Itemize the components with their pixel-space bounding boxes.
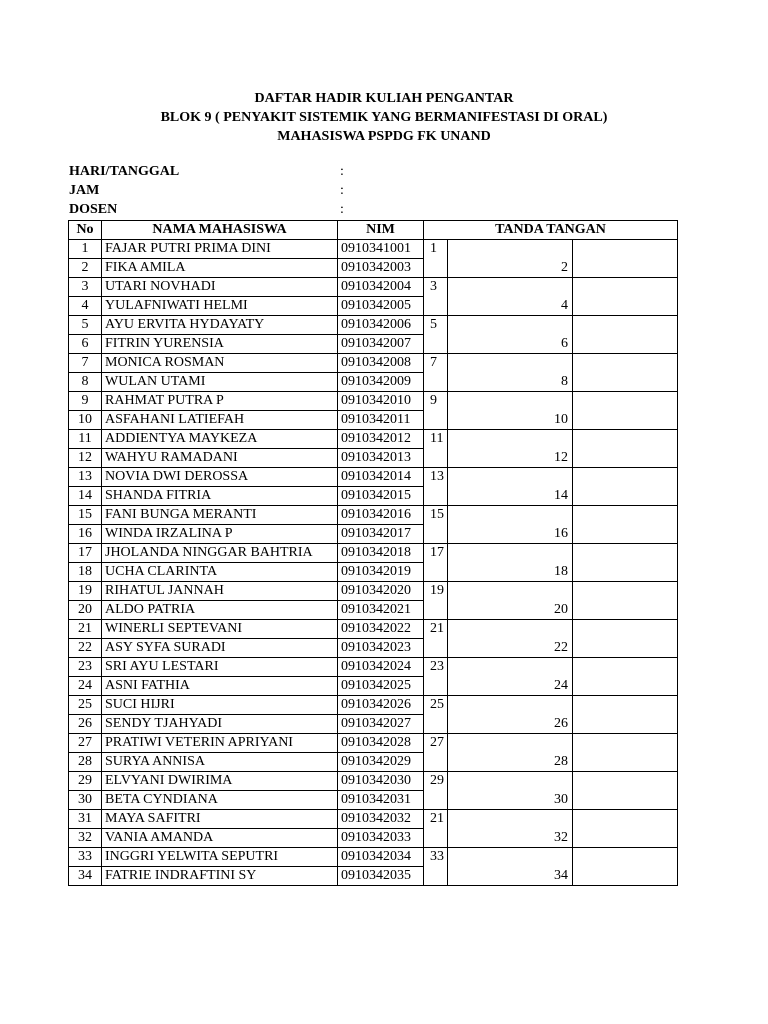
table-row bbox=[69, 544, 678, 563]
row-number: 29 bbox=[69, 772, 102, 791]
signature-field[interactable] bbox=[573, 639, 678, 658]
signature-field-left[interactable] bbox=[424, 259, 448, 278]
student-nim: 0910342028 bbox=[338, 734, 424, 753]
table-row bbox=[69, 867, 678, 886]
signature-field-extra[interactable] bbox=[573, 658, 678, 677]
student-name: FIKA AMILA bbox=[102, 259, 338, 278]
student-nim: 0910342016 bbox=[338, 506, 424, 525]
signature-number: 21 bbox=[424, 620, 448, 639]
title-line-2: BLOK 9 ( PENYAKIT SISTEMIK YANG BERMANIFESTASI DI ORAL) bbox=[160, 110, 608, 125]
row-number: 14 bbox=[69, 487, 102, 506]
table-row bbox=[69, 639, 678, 658]
signature-field-left[interactable] bbox=[424, 335, 448, 354]
row-number: 25 bbox=[69, 696, 102, 715]
table-row bbox=[69, 848, 678, 867]
signature-number: 32 bbox=[448, 829, 573, 848]
row-number: 33 bbox=[69, 848, 102, 867]
student-name: MAYA SAFITRI bbox=[102, 810, 338, 829]
student-nim: 0910342021 bbox=[338, 601, 424, 620]
signature-number: 21 bbox=[424, 810, 448, 829]
signature-field-left[interactable] bbox=[424, 677, 448, 696]
signature-number: 5 bbox=[424, 316, 448, 335]
student-nim: 0910342004 bbox=[338, 278, 424, 297]
student-name: ALDO PATRIA bbox=[102, 601, 338, 620]
signature-field[interactable] bbox=[573, 259, 678, 278]
row-number: 10 bbox=[69, 411, 102, 430]
student-name: WULAN UTAMI bbox=[102, 373, 338, 392]
student-nim: 0910342008 bbox=[338, 354, 424, 373]
signature-number: 17 bbox=[424, 544, 448, 563]
student-nim: 0910342031 bbox=[338, 791, 424, 810]
student-name: UCHA CLARINTA bbox=[102, 563, 338, 582]
student-nim: 0910342006 bbox=[338, 316, 424, 335]
signature-field[interactable] bbox=[573, 867, 678, 886]
signature-field-extra[interactable] bbox=[573, 278, 678, 297]
signature-field-left[interactable] bbox=[424, 373, 448, 392]
signature-field[interactable] bbox=[573, 411, 678, 430]
signature-number: 24 bbox=[448, 677, 573, 696]
table-row bbox=[69, 278, 678, 297]
signature-field[interactable] bbox=[448, 240, 573, 259]
table-row bbox=[69, 753, 678, 772]
signature-field[interactable] bbox=[448, 772, 573, 791]
signature-field-left[interactable] bbox=[424, 297, 448, 316]
student-name: FITRIN YURENSIA bbox=[102, 335, 338, 354]
row-number: 27 bbox=[69, 734, 102, 753]
signature-field[interactable] bbox=[448, 620, 573, 639]
signature-field-left[interactable] bbox=[424, 715, 448, 734]
signature-field-left[interactable] bbox=[424, 829, 448, 848]
table-row bbox=[69, 487, 678, 506]
signature-number: 30 bbox=[448, 791, 573, 810]
signature-field[interactable] bbox=[573, 373, 678, 392]
student-name: SHANDA FITRIA bbox=[102, 487, 338, 506]
signature-field-extra[interactable] bbox=[573, 468, 678, 487]
table-row bbox=[69, 449, 678, 468]
student-name: AYU ERVITA HYDAYATY bbox=[102, 316, 338, 335]
signature-number: 18 bbox=[448, 563, 573, 582]
signature-field-left[interactable] bbox=[424, 563, 448, 582]
signature-number: 2 bbox=[448, 259, 573, 278]
signature-number: 9 bbox=[424, 392, 448, 411]
signature-field-extra[interactable] bbox=[573, 316, 678, 335]
student-nim: 0910342030 bbox=[338, 772, 424, 791]
row-number: 15 bbox=[69, 506, 102, 525]
signature-number: 33 bbox=[424, 848, 448, 867]
student-name: MONICA ROSMAN bbox=[102, 354, 338, 373]
signature-field-extra[interactable] bbox=[573, 430, 678, 449]
signature-field-left[interactable] bbox=[424, 639, 448, 658]
student-name: ADDIENTYA MAYKEZA bbox=[102, 430, 338, 449]
row-number: 11 bbox=[69, 430, 102, 449]
signature-number: 29 bbox=[424, 772, 448, 791]
meta-colon-lecturer: : bbox=[340, 202, 344, 217]
row-number: 12 bbox=[69, 449, 102, 468]
student-name: WINDA IRZALINA P bbox=[102, 525, 338, 544]
signature-number: 13 bbox=[424, 468, 448, 487]
student-name: SRI AYU LESTARI bbox=[102, 658, 338, 677]
signature-field[interactable] bbox=[573, 715, 678, 734]
student-name: ASY SYFA SURADI bbox=[102, 639, 338, 658]
signature-field-left[interactable] bbox=[424, 753, 448, 772]
signature-field[interactable] bbox=[573, 753, 678, 772]
signature-field-left[interactable] bbox=[424, 525, 448, 544]
student-name: SUCI HIJRI bbox=[102, 696, 338, 715]
student-name: INGGRI YELWITA SEPUTRI bbox=[102, 848, 338, 867]
column-header-name: NAMA MAHASISWA bbox=[102, 221, 338, 240]
table-row bbox=[69, 734, 678, 753]
signature-field[interactable] bbox=[573, 601, 678, 620]
row-number: 3 bbox=[69, 278, 102, 297]
signature-number: 16 bbox=[448, 525, 573, 544]
student-name: WAHYU RAMADANI bbox=[102, 449, 338, 468]
row-number: 32 bbox=[69, 829, 102, 848]
student-name: NOVIA DWI DEROSSA bbox=[102, 468, 338, 487]
table-row bbox=[69, 658, 678, 677]
signature-number: 20 bbox=[448, 601, 573, 620]
student-nim: 0910342032 bbox=[338, 810, 424, 829]
student-nim: 0910341001 bbox=[338, 240, 424, 259]
student-nim: 0910342029 bbox=[338, 753, 424, 772]
signature-number: 7 bbox=[424, 354, 448, 373]
student-nim: 0910342003 bbox=[338, 259, 424, 278]
student-nim: 0910342007 bbox=[338, 335, 424, 354]
row-number: 17 bbox=[69, 544, 102, 563]
table-row bbox=[69, 772, 678, 791]
row-number: 4 bbox=[69, 297, 102, 316]
table-row bbox=[69, 240, 678, 259]
signature-number: 10 bbox=[448, 411, 573, 430]
signature-number: 3 bbox=[424, 278, 448, 297]
signature-field[interactable] bbox=[448, 544, 573, 563]
signature-field-left[interactable] bbox=[424, 411, 448, 430]
student-name: RAHMAT PUTRA P bbox=[102, 392, 338, 411]
student-nim: 0910342015 bbox=[338, 487, 424, 506]
signature-field[interactable] bbox=[573, 449, 678, 468]
student-nim: 0910342009 bbox=[338, 373, 424, 392]
signature-field-extra[interactable] bbox=[573, 506, 678, 525]
row-number: 9 bbox=[69, 392, 102, 411]
row-number: 31 bbox=[69, 810, 102, 829]
signature-field[interactable] bbox=[448, 582, 573, 601]
table-row bbox=[69, 430, 678, 449]
signature-field[interactable] bbox=[573, 829, 678, 848]
title-line-3: MAHASISWA PSPDG FK UNAND bbox=[277, 129, 491, 144]
title-line-1: DAFTAR HADIR KULIAH PENGANTAR bbox=[254, 91, 514, 106]
meta-label-date: HARI/TANGGAL bbox=[69, 164, 180, 179]
student-name: ELVYANI DWIRIMA bbox=[102, 772, 338, 791]
table-row bbox=[69, 506, 678, 525]
signature-field-extra[interactable] bbox=[573, 240, 678, 259]
signature-field[interactable] bbox=[573, 487, 678, 506]
student-nim: 0910342010 bbox=[338, 392, 424, 411]
signature-field[interactable] bbox=[448, 506, 573, 525]
student-nim: 0910342023 bbox=[338, 639, 424, 658]
signature-field[interactable] bbox=[448, 848, 573, 867]
signature-field[interactable] bbox=[573, 525, 678, 544]
row-number: 21 bbox=[69, 620, 102, 639]
student-nim: 0910342026 bbox=[338, 696, 424, 715]
row-number: 6 bbox=[69, 335, 102, 354]
signature-number: 25 bbox=[424, 696, 448, 715]
student-name: RIHATUL JANNAH bbox=[102, 582, 338, 601]
meta-label-time: JAM bbox=[69, 183, 100, 198]
student-nim: 0910342012 bbox=[338, 430, 424, 449]
signature-number: 11 bbox=[424, 430, 448, 449]
row-number: 13 bbox=[69, 468, 102, 487]
student-nim: 0910342011 bbox=[338, 411, 424, 430]
row-number: 2 bbox=[69, 259, 102, 278]
signature-field[interactable] bbox=[573, 335, 678, 354]
signature-field[interactable] bbox=[448, 354, 573, 373]
signature-field[interactable] bbox=[448, 392, 573, 411]
signature-number: 14 bbox=[448, 487, 573, 506]
row-number: 23 bbox=[69, 658, 102, 677]
row-number: 5 bbox=[69, 316, 102, 335]
signature-field[interactable] bbox=[448, 316, 573, 335]
student-nim: 0910342034 bbox=[338, 848, 424, 867]
student-name: JHOLANDA NINGGAR BAHTRIA bbox=[102, 544, 338, 563]
row-number: 30 bbox=[69, 791, 102, 810]
signature-field[interactable] bbox=[573, 677, 678, 696]
student-name: PRATIWI VETERIN APRIYANI bbox=[102, 734, 338, 753]
student-nim: 0910342005 bbox=[338, 297, 424, 316]
student-nim: 0910342017 bbox=[338, 525, 424, 544]
signature-field[interactable] bbox=[448, 468, 573, 487]
signature-field[interactable] bbox=[448, 658, 573, 677]
table-row bbox=[69, 373, 678, 392]
row-number: 19 bbox=[69, 582, 102, 601]
signature-field-extra[interactable] bbox=[573, 392, 678, 411]
signature-field-left[interactable] bbox=[424, 867, 448, 886]
signature-number: 22 bbox=[448, 639, 573, 658]
column-header-signature: TANDA TANGAN bbox=[424, 221, 678, 240]
signature-number: 27 bbox=[424, 734, 448, 753]
signature-field-extra[interactable] bbox=[573, 544, 678, 563]
signature-field-extra[interactable] bbox=[573, 810, 678, 829]
signature-number: 1 bbox=[424, 240, 448, 259]
row-number: 1 bbox=[69, 240, 102, 259]
signature-field-extra[interactable] bbox=[573, 582, 678, 601]
student-nim: 0910342019 bbox=[338, 563, 424, 582]
student-name: WINERLI SEPTEVANI bbox=[102, 620, 338, 639]
meta-colon-date: : bbox=[340, 164, 344, 179]
signature-number: 28 bbox=[448, 753, 573, 772]
row-number: 7 bbox=[69, 354, 102, 373]
row-number: 8 bbox=[69, 373, 102, 392]
signature-number: 19 bbox=[424, 582, 448, 601]
table-row bbox=[69, 411, 678, 430]
row-number: 22 bbox=[69, 639, 102, 658]
student-name: BETA CYNDIANA bbox=[102, 791, 338, 810]
signature-number: 26 bbox=[448, 715, 573, 734]
signature-number: 4 bbox=[448, 297, 573, 316]
student-nim: 0910342035 bbox=[338, 867, 424, 886]
signature-field[interactable] bbox=[448, 734, 573, 753]
table-row bbox=[69, 601, 678, 620]
student-nim: 0910342025 bbox=[338, 677, 424, 696]
signature-field-extra[interactable] bbox=[573, 772, 678, 791]
table-row bbox=[69, 696, 678, 715]
table-row bbox=[69, 563, 678, 582]
signature-field-extra[interactable] bbox=[573, 620, 678, 639]
table-body bbox=[69, 240, 678, 886]
student-name: SENDY TJAHYADI bbox=[102, 715, 338, 734]
student-name: FANI BUNGA MERANTI bbox=[102, 506, 338, 525]
table-row bbox=[69, 392, 678, 411]
student-name: ASNI FATHIA bbox=[102, 677, 338, 696]
signature-number: 23 bbox=[424, 658, 448, 677]
signature-field[interactable] bbox=[573, 297, 678, 316]
table-row bbox=[69, 582, 678, 601]
table-header-row bbox=[69, 221, 678, 240]
student-nim: 0910342018 bbox=[338, 544, 424, 563]
student-name: FATRIE INDRAFTINI SY bbox=[102, 867, 338, 886]
row-number: 24 bbox=[69, 677, 102, 696]
table-row bbox=[69, 259, 678, 278]
student-name: ASFAHANI LATIEFAH bbox=[102, 411, 338, 430]
table-row bbox=[69, 810, 678, 829]
signature-field[interactable] bbox=[448, 430, 573, 449]
row-number: 16 bbox=[69, 525, 102, 544]
signature-field-left[interactable] bbox=[424, 449, 448, 468]
signature-number: 8 bbox=[448, 373, 573, 392]
table-row bbox=[69, 354, 678, 373]
attendance-table bbox=[68, 220, 678, 886]
signature-number: 6 bbox=[448, 335, 573, 354]
row-number: 18 bbox=[69, 563, 102, 582]
student-nim: 0910342014 bbox=[338, 468, 424, 487]
table-row bbox=[69, 297, 678, 316]
signature-field-extra[interactable] bbox=[573, 848, 678, 867]
student-name: SURYA ANNISA bbox=[102, 753, 338, 772]
signature-field-left[interactable] bbox=[424, 791, 448, 810]
signature-number: 12 bbox=[448, 449, 573, 468]
signature-field[interactable] bbox=[448, 278, 573, 297]
table-row bbox=[69, 468, 678, 487]
signature-field-left[interactable] bbox=[424, 601, 448, 620]
table-row bbox=[69, 677, 678, 696]
student-nim: 0910342027 bbox=[338, 715, 424, 734]
column-header-no: No bbox=[69, 221, 102, 240]
row-number: 28 bbox=[69, 753, 102, 772]
student-name: FAJAR PUTRI PRIMA DINI bbox=[102, 240, 338, 259]
table-row bbox=[69, 829, 678, 848]
table-row bbox=[69, 525, 678, 544]
student-nim: 0910342024 bbox=[338, 658, 424, 677]
meta-colon-time: : bbox=[340, 183, 344, 198]
signature-field-left[interactable] bbox=[424, 487, 448, 506]
table-row bbox=[69, 316, 678, 335]
row-number: 26 bbox=[69, 715, 102, 734]
column-header-nim: NIM bbox=[338, 221, 424, 240]
student-name: UTARI NOVHADI bbox=[102, 278, 338, 297]
student-name: YULAFNIWATI HELMI bbox=[102, 297, 338, 316]
student-name: VANIA AMANDA bbox=[102, 829, 338, 848]
row-number: 34 bbox=[69, 867, 102, 886]
table-row bbox=[69, 791, 678, 810]
student-nim: 0910342013 bbox=[338, 449, 424, 468]
signature-field-extra[interactable] bbox=[573, 696, 678, 715]
signature-field[interactable] bbox=[573, 563, 678, 582]
student-nim: 0910342022 bbox=[338, 620, 424, 639]
signature-number: 15 bbox=[424, 506, 448, 525]
meta-label-lecturer: DOSEN bbox=[69, 202, 118, 217]
signature-field[interactable] bbox=[448, 696, 573, 715]
table-row bbox=[69, 715, 678, 734]
row-number: 20 bbox=[69, 601, 102, 620]
signature-field[interactable] bbox=[448, 810, 573, 829]
student-nim: 0910342020 bbox=[338, 582, 424, 601]
signature-field[interactable] bbox=[573, 791, 678, 810]
table-row bbox=[69, 620, 678, 639]
signature-number: 34 bbox=[448, 867, 573, 886]
table-row bbox=[69, 335, 678, 354]
signature-field-extra[interactable] bbox=[573, 734, 678, 753]
student-nim: 0910342033 bbox=[338, 829, 424, 848]
signature-field-extra[interactable] bbox=[573, 354, 678, 373]
